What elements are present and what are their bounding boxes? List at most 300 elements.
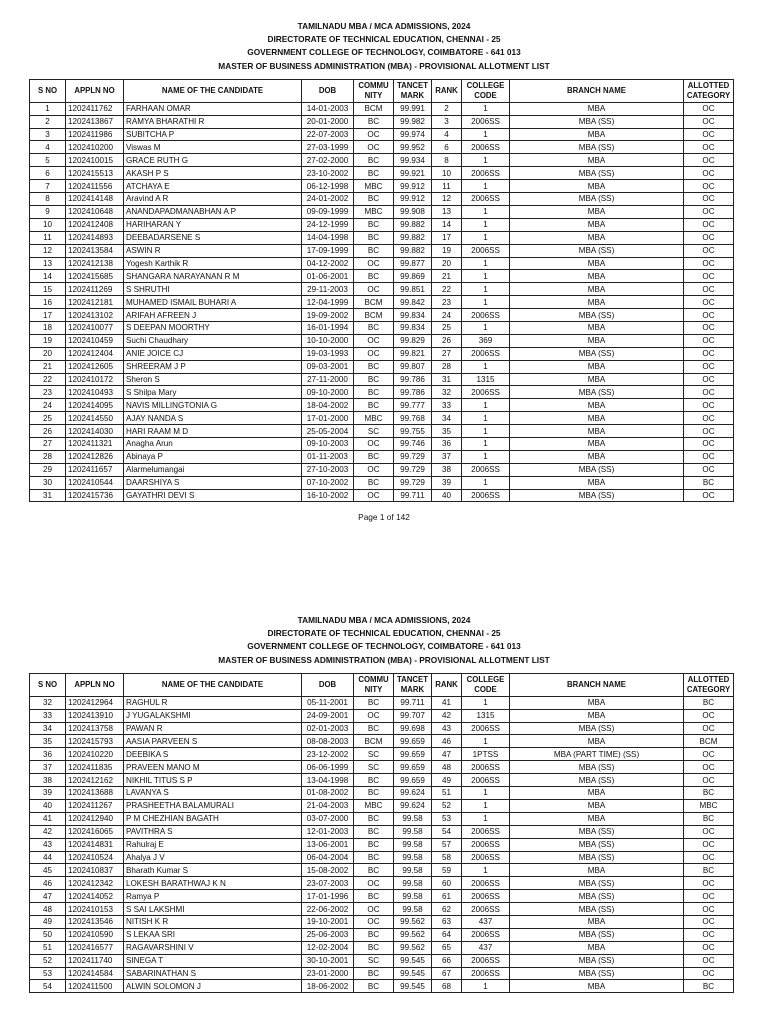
cell-branch-name: MBA bbox=[510, 270, 684, 283]
cell-branch-name: MBA (SS) bbox=[510, 347, 684, 360]
cell-college-code: 2006SS bbox=[462, 386, 510, 399]
cell-sno: 38 bbox=[30, 774, 66, 787]
cell-college-code: 2006SS bbox=[462, 890, 510, 903]
cell-branch-name: MBA (SS) bbox=[510, 463, 684, 476]
cell-allotted-category: OC bbox=[684, 425, 734, 438]
cell-name: ARIFAH AFREEN J bbox=[124, 309, 302, 322]
cell-appln-no: 1202411500 bbox=[66, 980, 124, 993]
cell-tancet-mark: 99.58 bbox=[394, 890, 432, 903]
cell-dob: 30-10-2001 bbox=[302, 954, 354, 967]
cell-allotted-category: OC bbox=[684, 154, 734, 167]
cell-tancet-mark: 99.729 bbox=[394, 450, 432, 463]
cell-tancet-mark: 99.877 bbox=[394, 257, 432, 270]
table-row bbox=[30, 218, 734, 231]
table-row bbox=[30, 476, 734, 489]
cell-allotted-category: BC bbox=[684, 476, 734, 489]
cell-college-code: 437 bbox=[462, 941, 510, 954]
table-row bbox=[30, 722, 734, 735]
cell-tancet-mark: 99.882 bbox=[394, 231, 432, 244]
cell-sno: 9 bbox=[30, 205, 66, 218]
cell-college-code: 437 bbox=[462, 915, 510, 928]
cell-tancet-mark: 99.934 bbox=[394, 154, 432, 167]
cell-community: BC bbox=[354, 774, 394, 787]
cell-tancet-mark: 99.974 bbox=[394, 128, 432, 141]
cell-college-code: 2006SS bbox=[462, 244, 510, 257]
cell-name: AJAY NANDA S bbox=[124, 412, 302, 425]
cell-appln-no: 1202411762 bbox=[66, 102, 124, 115]
cell-rank: 40 bbox=[432, 489, 462, 502]
cell-dob: 14-04-1998 bbox=[302, 231, 354, 244]
table-row bbox=[30, 399, 734, 412]
cell-tancet-mark: 99.821 bbox=[394, 347, 432, 360]
cell-appln-no: 1202412404 bbox=[66, 347, 124, 360]
cell-name: S DEEPAN MOORTHY bbox=[124, 321, 302, 334]
cell-rank: 51 bbox=[432, 787, 462, 800]
cell-college-code: 1 bbox=[462, 257, 510, 270]
cell-tancet-mark: 99.755 bbox=[394, 425, 432, 438]
cell-dob: 27-02-2000 bbox=[302, 154, 354, 167]
cell-rank: 68 bbox=[432, 980, 462, 993]
cell-college-code: 1 bbox=[462, 476, 510, 489]
cell-community: BC bbox=[354, 360, 394, 373]
cell-dob: 12-04-1999 bbox=[302, 296, 354, 309]
cell-appln-no: 1202414148 bbox=[66, 193, 124, 206]
cell-allotted-category: OC bbox=[684, 296, 734, 309]
cell-community: MBC bbox=[354, 205, 394, 218]
cell-name: LAVANYA S bbox=[124, 787, 302, 800]
cell-tancet-mark: 99.746 bbox=[394, 437, 432, 450]
cell-college-code: 1 bbox=[462, 450, 510, 463]
cell-community: BC bbox=[354, 321, 394, 334]
cell-rank: 43 bbox=[432, 722, 462, 735]
cell-sno: 27 bbox=[30, 437, 66, 450]
cell-appln-no: 1202410590 bbox=[66, 928, 124, 941]
cell-name: Ramya P bbox=[124, 890, 302, 903]
cell-tancet-mark: 99.882 bbox=[394, 218, 432, 231]
table-row bbox=[30, 825, 734, 838]
table-row bbox=[30, 386, 734, 399]
table-row bbox=[30, 915, 734, 928]
cell-college-code: 2006SS bbox=[462, 851, 510, 864]
table-row bbox=[30, 437, 734, 450]
table-row bbox=[30, 489, 734, 502]
col-tancet-l2: MARK bbox=[400, 90, 425, 100]
allotment-table-page-1 bbox=[29, 79, 734, 503]
cell-rank: 12 bbox=[432, 193, 462, 206]
cell-community: OC bbox=[354, 437, 394, 450]
cell-appln-no: 1202411835 bbox=[66, 761, 124, 774]
cell-college-code: 1 bbox=[462, 205, 510, 218]
cell-name: AKASH P S bbox=[124, 167, 302, 180]
cell-allotted-category: OC bbox=[684, 360, 734, 373]
table-row bbox=[30, 941, 734, 954]
cell-branch-name: MBA (SS) bbox=[510, 309, 684, 322]
cell-college-code: 1 bbox=[462, 425, 510, 438]
cell-name: LOKESH BARATHWAJ K N bbox=[124, 877, 302, 890]
table-row bbox=[30, 463, 734, 476]
cell-college-code: 1 bbox=[462, 180, 510, 193]
cell-college-code: 1 bbox=[462, 128, 510, 141]
cell-rank: 33 bbox=[432, 399, 462, 412]
cell-tancet-mark: 99.58 bbox=[394, 825, 432, 838]
cell-branch-name: MBA bbox=[510, 128, 684, 141]
cell-rank: 48 bbox=[432, 761, 462, 774]
cell-rank: 21 bbox=[432, 270, 462, 283]
cell-dob: 09-03-2001 bbox=[302, 360, 354, 373]
table-row bbox=[30, 864, 734, 877]
cell-allotted-category: OC bbox=[684, 412, 734, 425]
cell-community: OC bbox=[354, 903, 394, 916]
col-college bbox=[462, 79, 510, 102]
cell-dob: 24-12-1999 bbox=[302, 218, 354, 231]
cell-sno: 53 bbox=[30, 967, 66, 980]
cell-dob: 13-06-2001 bbox=[302, 838, 354, 851]
cell-community: BC bbox=[354, 154, 394, 167]
cell-allotted-category: MBC bbox=[684, 799, 734, 812]
cell-college-code: 1 bbox=[462, 360, 510, 373]
cell-branch-name: MBA (SS) bbox=[510, 774, 684, 787]
col-tancet bbox=[394, 79, 432, 102]
cell-dob: 17-01-2000 bbox=[302, 412, 354, 425]
cell-name: P M CHEZHIAN BAGATH bbox=[124, 812, 302, 825]
cell-dob: 16-10-2002 bbox=[302, 489, 354, 502]
cell-sno: 24 bbox=[30, 399, 66, 412]
cell-branch-name: MBA (SS) bbox=[510, 761, 684, 774]
cell-community: BC bbox=[354, 967, 394, 980]
cell-rank: 8 bbox=[432, 154, 462, 167]
cell-college-code: 1 bbox=[462, 283, 510, 296]
col-community bbox=[354, 79, 394, 102]
cell-sno: 52 bbox=[30, 954, 66, 967]
cell-tancet-mark: 99.807 bbox=[394, 360, 432, 373]
cell-tancet-mark: 99.834 bbox=[394, 321, 432, 334]
allotment-table-page-2 bbox=[29, 673, 734, 993]
cell-college-code: 2006SS bbox=[462, 463, 510, 476]
cell-allotted-category: BC bbox=[684, 864, 734, 877]
cell-community: OC bbox=[354, 347, 394, 360]
cell-dob: 14-01-2003 bbox=[302, 102, 354, 115]
cell-allotted-category: OC bbox=[684, 218, 734, 231]
cell-dob: 22-06-2002 bbox=[302, 903, 354, 916]
cell-sno: 42 bbox=[30, 825, 66, 838]
cell-sno: 31 bbox=[30, 489, 66, 502]
cell-rank: 47 bbox=[432, 748, 462, 761]
cell-tancet-mark: 99.659 bbox=[394, 761, 432, 774]
table-header-row bbox=[30, 673, 734, 696]
col-tancet-l1: TANCET bbox=[396, 675, 429, 685]
cell-college-code: 1315 bbox=[462, 373, 510, 386]
cell-dob: 03-07-2000 bbox=[302, 812, 354, 825]
cell-dob: 19-10-2001 bbox=[302, 915, 354, 928]
cell-college-code: 1 bbox=[462, 399, 510, 412]
table-row bbox=[30, 244, 734, 257]
cell-tancet-mark: 99.786 bbox=[394, 373, 432, 386]
cell-rank: 11 bbox=[432, 180, 462, 193]
cell-college-code: 2006SS bbox=[462, 954, 510, 967]
table-row bbox=[30, 450, 734, 463]
cell-branch-name: MBA bbox=[510, 980, 684, 993]
cell-dob: 06-04-2004 bbox=[302, 851, 354, 864]
cell-sno: 3 bbox=[30, 128, 66, 141]
cell-dob: 19-03-1993 bbox=[302, 347, 354, 360]
cell-appln-no: 1202412408 bbox=[66, 218, 124, 231]
cell-sno: 5 bbox=[30, 154, 66, 167]
cell-dob: 09-10-2003 bbox=[302, 437, 354, 450]
header-line-2: DIRECTORATE OF TECHNICAL EDUCATION, CHENNAI - 25 bbox=[267, 34, 501, 45]
cell-tancet-mark: 99.58 bbox=[394, 864, 432, 877]
cell-sno: 40 bbox=[30, 799, 66, 812]
cell-rank: 64 bbox=[432, 928, 462, 941]
table-row bbox=[30, 735, 734, 748]
cell-rank: 52 bbox=[432, 799, 462, 812]
cell-appln-no: 1202414052 bbox=[66, 890, 124, 903]
cell-college-code: 2006SS bbox=[462, 877, 510, 890]
cell-rank: 10 bbox=[432, 167, 462, 180]
cell-dob: 15-08-2002 bbox=[302, 864, 354, 877]
cell-sno: 16 bbox=[30, 296, 66, 309]
cell-tancet-mark: 99.786 bbox=[394, 386, 432, 399]
cell-allotted-category: BC bbox=[684, 980, 734, 993]
cell-college-code: 1 bbox=[462, 864, 510, 877]
cell-branch-name: MBA bbox=[510, 915, 684, 928]
cell-appln-no: 1202410015 bbox=[66, 154, 124, 167]
cell-community: OC bbox=[354, 463, 394, 476]
cell-tancet-mark: 99.991 bbox=[394, 102, 432, 115]
cell-allotted-category: OC bbox=[684, 180, 734, 193]
cell-dob: 01-11-2003 bbox=[302, 450, 354, 463]
cell-community: BC bbox=[354, 864, 394, 877]
cell-tancet-mark: 99.624 bbox=[394, 787, 432, 800]
cell-rank: 63 bbox=[432, 915, 462, 928]
col-allotted-l1: ALLOTTED bbox=[687, 81, 730, 91]
cell-dob: 29-11-2003 bbox=[302, 283, 354, 296]
cell-appln-no: 1202410524 bbox=[66, 851, 124, 864]
cell-dob: 18-06-2002 bbox=[302, 980, 354, 993]
table-row bbox=[30, 309, 734, 322]
cell-dob: 23-07-2003 bbox=[302, 877, 354, 890]
cell-branch-name: MBA (SS) bbox=[510, 928, 684, 941]
cell-tancet-mark: 99.659 bbox=[394, 735, 432, 748]
cell-allotted-category: OC bbox=[684, 450, 734, 463]
cell-college-code: 1 bbox=[462, 270, 510, 283]
cell-branch-name: MBA (PART TIME) (SS) bbox=[510, 748, 684, 761]
cell-sno: 23 bbox=[30, 386, 66, 399]
table-row bbox=[30, 851, 734, 864]
cell-sno: 35 bbox=[30, 735, 66, 748]
cell-dob: 25-06-2003 bbox=[302, 928, 354, 941]
cell-allotted-category: OC bbox=[684, 709, 734, 722]
cell-college-code: 1 bbox=[462, 321, 510, 334]
col-appln-no: APPLN NO bbox=[66, 673, 124, 696]
cell-appln-no: 1202413688 bbox=[66, 787, 124, 800]
cell-community: BC bbox=[354, 980, 394, 993]
cell-dob: 06-06-1999 bbox=[302, 761, 354, 774]
cell-branch-name: MBA bbox=[510, 296, 684, 309]
cell-sno: 10 bbox=[30, 218, 66, 231]
page-2 bbox=[0, 614, 768, 993]
cell-tancet-mark: 99.659 bbox=[394, 748, 432, 761]
cell-branch-name: MBA (SS) bbox=[510, 141, 684, 154]
cell-name: NITISH K R bbox=[124, 915, 302, 928]
col-allotted-l1: ALLOTTED bbox=[687, 675, 730, 685]
cell-branch-name: MBA bbox=[510, 180, 684, 193]
cell-appln-no: 1202415736 bbox=[66, 489, 124, 502]
col-allotted bbox=[684, 79, 734, 102]
cell-appln-no: 1202412940 bbox=[66, 812, 124, 825]
cell-rank: 61 bbox=[432, 890, 462, 903]
cell-name: RAMYA BHARATHI R bbox=[124, 115, 302, 128]
cell-sno: 44 bbox=[30, 851, 66, 864]
col-rank: RANK bbox=[432, 673, 462, 696]
cell-rank: 6 bbox=[432, 141, 462, 154]
cell-tancet-mark: 99.58 bbox=[394, 838, 432, 851]
cell-sno: 2 bbox=[30, 115, 66, 128]
cell-rank: 22 bbox=[432, 283, 462, 296]
cell-allotted-category: OC bbox=[684, 205, 734, 218]
cell-sno: 39 bbox=[30, 787, 66, 800]
cell-community: OC bbox=[354, 141, 394, 154]
cell-branch-name: MBA bbox=[510, 231, 684, 244]
table-row bbox=[30, 709, 734, 722]
cell-dob: 19-09-2002 bbox=[302, 309, 354, 322]
cell-rank: 53 bbox=[432, 812, 462, 825]
cell-rank: 49 bbox=[432, 774, 462, 787]
col-sno: S NO bbox=[30, 673, 66, 696]
cell-allotted-category: OC bbox=[684, 321, 734, 334]
page-footer: Page 1 of 142 bbox=[358, 512, 410, 523]
cell-branch-name: MBA bbox=[510, 735, 684, 748]
cell-branch-name: MBA bbox=[510, 321, 684, 334]
header-line-1: TAMILNADU MBA / MCA ADMISSIONS, 2024 bbox=[297, 21, 471, 31]
cell-branch-name: MBA (SS) bbox=[510, 825, 684, 838]
table-row bbox=[30, 334, 734, 347]
cell-college-code: 1 bbox=[462, 787, 510, 800]
cell-allotted-category: OC bbox=[684, 257, 734, 270]
cell-name: HARI RAAM M D bbox=[124, 425, 302, 438]
cell-sno: 50 bbox=[30, 928, 66, 941]
cell-allotted-category: OC bbox=[684, 761, 734, 774]
cell-community: BC bbox=[354, 373, 394, 386]
cell-name: SINEGA T bbox=[124, 954, 302, 967]
table-row bbox=[30, 928, 734, 941]
cell-rank: 46 bbox=[432, 735, 462, 748]
cell-dob: 16-01-1994 bbox=[302, 321, 354, 334]
cell-community: BCM bbox=[354, 735, 394, 748]
cell-name: DAARSHIYA S bbox=[124, 476, 302, 489]
cell-name: Sheron S bbox=[124, 373, 302, 386]
cell-sno: 14 bbox=[30, 270, 66, 283]
cell-sno: 46 bbox=[30, 877, 66, 890]
cell-tancet-mark: 99.834 bbox=[394, 309, 432, 322]
cell-sno: 22 bbox=[30, 373, 66, 386]
table-row bbox=[30, 748, 734, 761]
cell-rank: 32 bbox=[432, 386, 462, 399]
cell-appln-no: 1202412605 bbox=[66, 360, 124, 373]
cell-branch-name: MBA bbox=[510, 864, 684, 877]
cell-allotted-category: BCM bbox=[684, 735, 734, 748]
cell-community: OC bbox=[354, 877, 394, 890]
cell-rank: 67 bbox=[432, 967, 462, 980]
cell-sno: 18 bbox=[30, 321, 66, 334]
table-row bbox=[30, 231, 734, 244]
cell-appln-no: 1202415793 bbox=[66, 735, 124, 748]
col-appln-no: APPLN NO bbox=[66, 79, 124, 102]
cell-allotted-category: OC bbox=[684, 386, 734, 399]
page-1 bbox=[0, 20, 768, 522]
cell-dob: 25-05-2004 bbox=[302, 425, 354, 438]
cell-sno: 26 bbox=[30, 425, 66, 438]
cell-allotted-category: OC bbox=[684, 309, 734, 322]
cell-name: SHREERAM J P bbox=[124, 360, 302, 373]
cell-branch-name: MBA (SS) bbox=[510, 386, 684, 399]
cell-appln-no: 1202410837 bbox=[66, 864, 124, 877]
cell-appln-no: 1202410544 bbox=[66, 476, 124, 489]
cell-tancet-mark: 99.659 bbox=[394, 774, 432, 787]
cell-dob: 23-01-2000 bbox=[302, 967, 354, 980]
cell-community: BC bbox=[354, 115, 394, 128]
cell-rank: 14 bbox=[432, 218, 462, 231]
table-row bbox=[30, 347, 734, 360]
cell-community: BCM bbox=[354, 309, 394, 322]
table-row bbox=[30, 812, 734, 825]
cell-tancet-mark: 99.545 bbox=[394, 980, 432, 993]
cell-branch-name: MBA (SS) bbox=[510, 851, 684, 864]
cell-allotted-category: BC bbox=[684, 696, 734, 709]
page-1-header bbox=[0, 20, 768, 73]
cell-sno: 28 bbox=[30, 450, 66, 463]
cell-appln-no: 1202411986 bbox=[66, 128, 124, 141]
cell-tancet-mark: 99.982 bbox=[394, 115, 432, 128]
table-row bbox=[30, 954, 734, 967]
cell-tancet-mark: 99.624 bbox=[394, 799, 432, 812]
cell-rank: 28 bbox=[432, 360, 462, 373]
cell-community: MBC bbox=[354, 799, 394, 812]
cell-appln-no: 1202413910 bbox=[66, 709, 124, 722]
table-body-page-1 bbox=[30, 102, 734, 502]
col-branch: BRANCH NAME bbox=[510, 673, 684, 696]
cell-tancet-mark: 99.698 bbox=[394, 722, 432, 735]
cell-rank: 25 bbox=[432, 321, 462, 334]
table-row bbox=[30, 257, 734, 270]
cell-name: PRASHEETHA BALAMURALI bbox=[124, 799, 302, 812]
cell-allotted-category: OC bbox=[684, 954, 734, 967]
cell-name: RAGAVARSHINI V bbox=[124, 941, 302, 954]
cell-name: NAVIS MILLINGTONIA G bbox=[124, 399, 302, 412]
cell-allotted-category: OC bbox=[684, 128, 734, 141]
cell-allotted-category: OC bbox=[684, 774, 734, 787]
cell-appln-no: 1202411321 bbox=[66, 437, 124, 450]
table-row bbox=[30, 787, 734, 800]
table-row bbox=[30, 799, 734, 812]
cell-allotted-category: OC bbox=[684, 489, 734, 502]
cell-allotted-category: OC bbox=[684, 373, 734, 386]
cell-college-code: 1315 bbox=[462, 709, 510, 722]
table-body-page-2 bbox=[30, 696, 734, 992]
cell-community: BC bbox=[354, 386, 394, 399]
cell-rank: 36 bbox=[432, 437, 462, 450]
cell-name: Anagha Arun bbox=[124, 437, 302, 450]
cell-name: Rahulraj E bbox=[124, 838, 302, 851]
cell-name: ASWIN R bbox=[124, 244, 302, 257]
table-row bbox=[30, 696, 734, 709]
col-community-l1: COMMU bbox=[358, 675, 389, 685]
header-line-3: GOVERNMENT COLLEGE OF TECHNOLOGY, COIMBATORE - 641 013 bbox=[247, 47, 521, 58]
cell-community: SC bbox=[354, 748, 394, 761]
cell-rank: 27 bbox=[432, 347, 462, 360]
cell-tancet-mark: 99.58 bbox=[394, 903, 432, 916]
cell-rank: 42 bbox=[432, 709, 462, 722]
cell-appln-no: 1202414030 bbox=[66, 425, 124, 438]
